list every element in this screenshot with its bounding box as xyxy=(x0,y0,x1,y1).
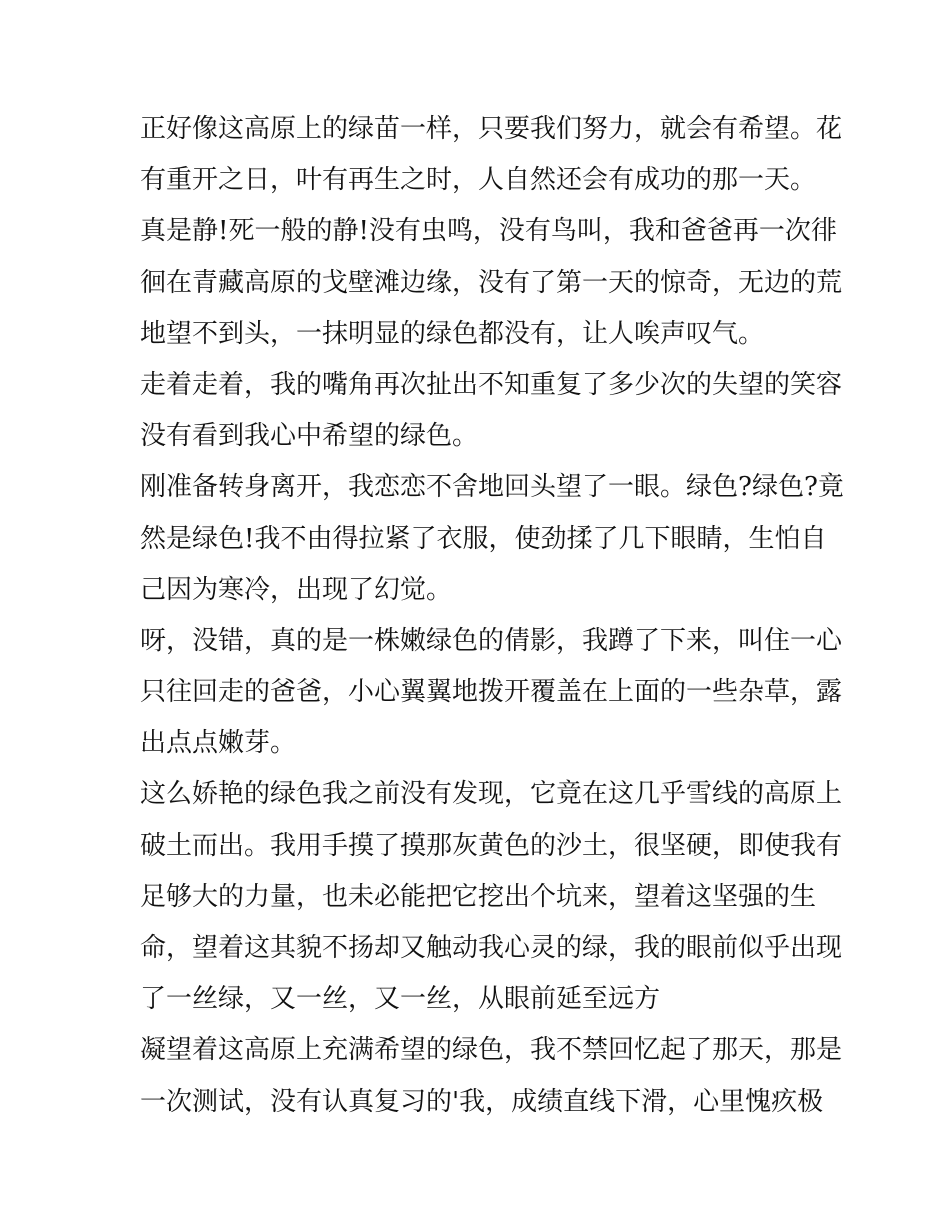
text-line-8: 刚准备转身离开，我恋恋不舍地回头望了一眼。绿色?绿色?竟 xyxy=(140,472,844,503)
text-line-11: 呀，没错，真的是一株嫩绿色的倩影，我蹲了下来，叫住一心 xyxy=(140,625,843,656)
text-line-16: 足够大的力量，也未必能把它挖出个坑来，望着这坚强的生 xyxy=(140,881,817,912)
text-line-19: 凝望着这高原上充满希望的绿色，我不禁回忆起了那天，那是 xyxy=(140,1035,843,1066)
text-line-3: 真是静!死一般的静!没有虫鸣，没有鸟叫，我和爸爸再一次徘 xyxy=(140,216,837,247)
text-line-17: 命，望着这其貌不扬却又触动我心灵的绿，我的眼前似乎出现 xyxy=(140,933,843,963)
text-line-7: 没有看到我心中希望的绿色。 xyxy=(140,421,479,452)
text-line-5: 地望不到头，一抹明显的绿色都没有，让人唉声叹气。 xyxy=(140,318,765,349)
text-line-12: 只往回走的爸爸，小心翼翼地拨开覆盖在上面的一些杂草，露 xyxy=(140,677,843,708)
text-line-2: 有重开之日，叶有再生之时，人自然还会有成功的那一天。 xyxy=(140,165,817,196)
text-line-9: 然是绿色!我不由得拉紧了衣服，使劲揉了几下眼睛，生怕自 xyxy=(140,523,827,554)
text-line-13: 出点点嫩芽。 xyxy=(140,728,297,759)
text-line-6: 走着走着，我的嘴角再次扯出不知重复了多少次的失望的笑容 xyxy=(140,369,843,400)
body-text xyxy=(140,104,844,1128)
text-line-4: 徊在青藏高原的戈壁滩边缘，没有了第一天的惊奇，无边的荒 xyxy=(140,267,843,298)
text-line-18: 了一丝绿，又一丝，又一丝，从眼前延至远方 xyxy=(140,984,661,1015)
text-line-1: 正好像这高原上的绿苗一样，只要我们努力，就会有希望。花 xyxy=(140,114,843,144)
text-line-20: 一次测试，没有认真复习的'我，成绩直线下滑，心里愧疚极 xyxy=(140,1086,824,1117)
text-line-15: 破土而出。我用手摸了摸那灰黄色的沙土，很坚硬，即使我有 xyxy=(140,830,843,861)
text-line-10: 己因为寒冷，出现了幻觉。 xyxy=(140,574,453,605)
text-line-14: 这么娇艳的绿色我之前没有发现，它竟在这几乎雪线的高原上 xyxy=(140,779,843,810)
